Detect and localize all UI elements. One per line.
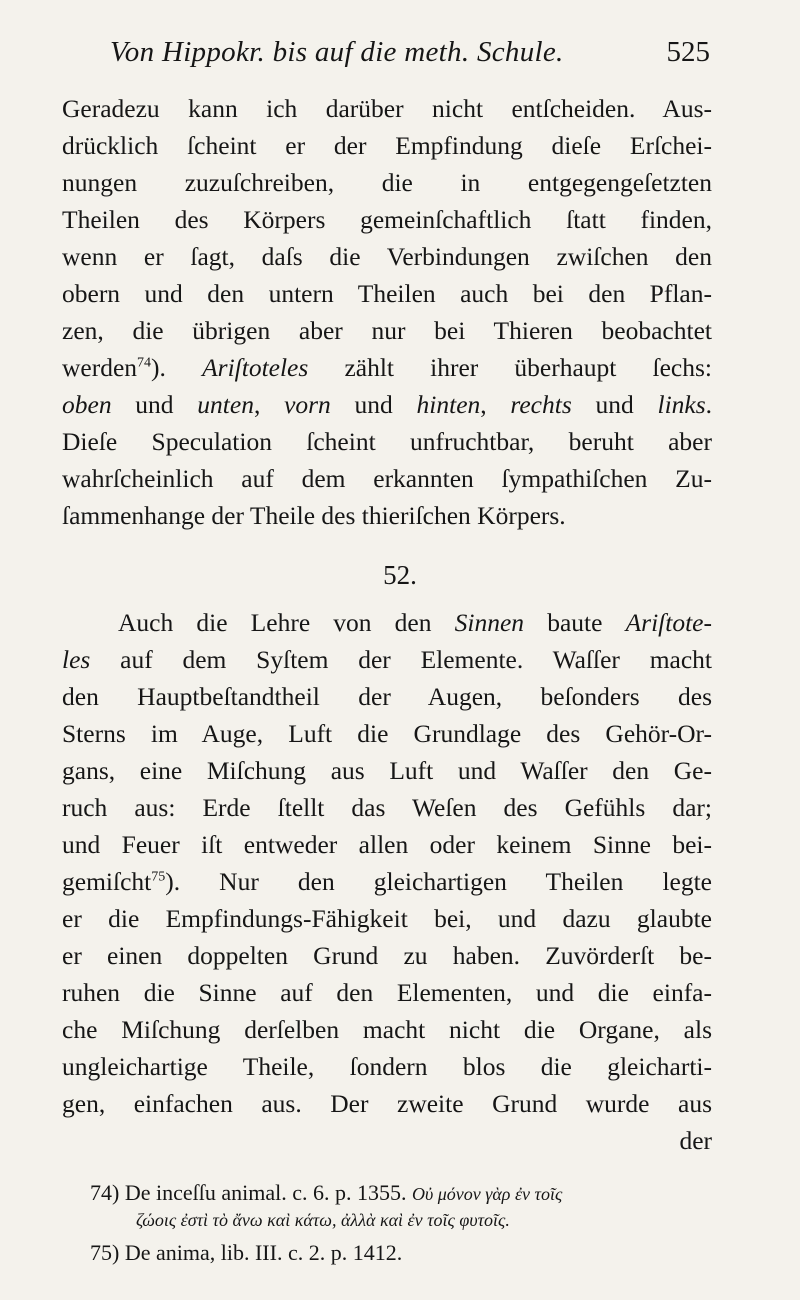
text-line	[62, 643, 712, 677]
section-number: 52.	[383, 560, 417, 590]
text-run: ). Nur den gleichartigen Theilen legte	[165, 867, 712, 896]
text-line	[62, 865, 712, 899]
footnote-label: 74)	[90, 1180, 120, 1205]
text-run: ).	[151, 353, 203, 382]
term: vorn	[284, 390, 331, 419]
text-line: ſammenhange der Theile des thieriſchen Körpers.	[62, 501, 566, 530]
footnote-ref-75: 75	[151, 869, 166, 885]
text-line: nungen zuzuſchreiben, die in entgegengeſetzten	[62, 168, 712, 197]
text-run: und	[111, 390, 198, 419]
text-line: Sterns im Auge, Luft die Grundlage des Gehör-Or-	[62, 719, 712, 748]
text-line: und Feuer iſt entweder allen oder keinem Sinne bei-	[62, 830, 712, 859]
text-run: gemiſcht	[62, 867, 152, 896]
text-line	[62, 606, 712, 640]
text-line: wahrſcheinlich auf dem erkannten ſympathiſchen Zu-	[62, 464, 712, 493]
text-run: ,	[480, 390, 511, 419]
term: Sinnen	[454, 608, 525, 637]
term: unten	[197, 390, 254, 419]
text-line: drücklich ſcheint er der Empfindung dieſe Erſchei-	[62, 131, 712, 160]
term: rechts	[510, 390, 572, 419]
term: oben	[62, 390, 112, 419]
text-run: und	[571, 390, 658, 419]
text-line: gans, eine Miſchung aus Luft und Waſſer den Ge-	[62, 756, 712, 785]
text-line: Geradezu kann ich darüber nicht entſcheiden. Aus-	[62, 94, 712, 123]
running-header	[110, 36, 710, 76]
text-line: oben und unten, vorn und hinten, rechts und links.	[62, 390, 713, 419]
footnote-74-continuation: ζώοις ἐστὶ τὸ ἄνω καὶ κάτω, ἀλλὰ καὶ ἐν τοῖς φυτοῖς.	[136, 1210, 510, 1230]
text-line: Dieſe Speculation ſcheint unfruchtbar, beruht aber	[62, 427, 712, 456]
text-run: auf dem Syſtem der Elemente. Waſſer macht	[90, 645, 712, 674]
footnote-75	[90, 1240, 402, 1266]
page-number: 525	[666, 36, 710, 68]
text-run: zählt ihrer überhaupt ſechs:	[308, 353, 712, 382]
greek-quote: Οὐ μόνον γὰρ ἐν τοῖς	[411, 1184, 563, 1204]
text-line: Theilen des Körpers gemeinſchaftlich ſtatt finden,	[62, 205, 712, 234]
text-line: gen, einfachen aus. Der zweite Grund wurde aus	[62, 1089, 712, 1118]
text-line: che Miſchung derſelben macht nicht die Organe, als	[62, 1015, 712, 1044]
text-line: den Hauptbeſtandtheil der Augen, beſonders des	[62, 682, 712, 711]
text-line: wenn er ſagt, daſs die Verbindungen zwiſchen den	[62, 242, 712, 271]
name-aristoteles: les	[62, 645, 91, 674]
catchword: der	[679, 1126, 712, 1155]
term: hinten	[416, 390, 481, 419]
text-line	[62, 351, 712, 385]
footnote-ref-74: 74	[137, 355, 152, 371]
text-run: ,	[253, 390, 285, 419]
text-line: er einen doppelten Grund zu haben. Zuvörderſt be-	[62, 941, 712, 970]
text-run: baute	[524, 608, 626, 637]
name-aristoteles: Ariſtoteles	[202, 353, 309, 382]
footnote-text: De anima, lib. III. c. 2. p. 1412.	[124, 1240, 403, 1265]
text-line: ruhen die Sinne auf den Elementen, und die einfa-	[62, 978, 712, 1007]
name-aristoteles: Ariſtote-	[625, 608, 712, 637]
text-run: und	[330, 390, 417, 419]
text-line: obern und den untern Theilen auch bei den Pflan-	[62, 279, 712, 308]
text-run: Auch die Lehre von den	[118, 608, 455, 637]
text-line: er die Empfindungs-Fähigkeit bei, und dazu glaubte	[62, 904, 712, 933]
term: links	[657, 390, 706, 419]
text-line: ungleichartige Theile, ſondern blos die gleicharti-	[62, 1052, 712, 1081]
text-line: zen, die übrigen aber nur bei Thieren beobachtet	[62, 316, 712, 345]
text-run: werden	[62, 353, 138, 382]
text-line: ruch aus: Erde ſtellt das Weſen des Gefühls dar;	[62, 793, 712, 822]
footnote-74	[90, 1180, 562, 1206]
footnote-text: De inceſſu animal. c. 6. p. 1355.	[124, 1180, 407, 1205]
running-title: Von Hippokr. bis auf die meth. Schule.	[110, 36, 564, 68]
footnote-label: 75)	[90, 1240, 120, 1265]
